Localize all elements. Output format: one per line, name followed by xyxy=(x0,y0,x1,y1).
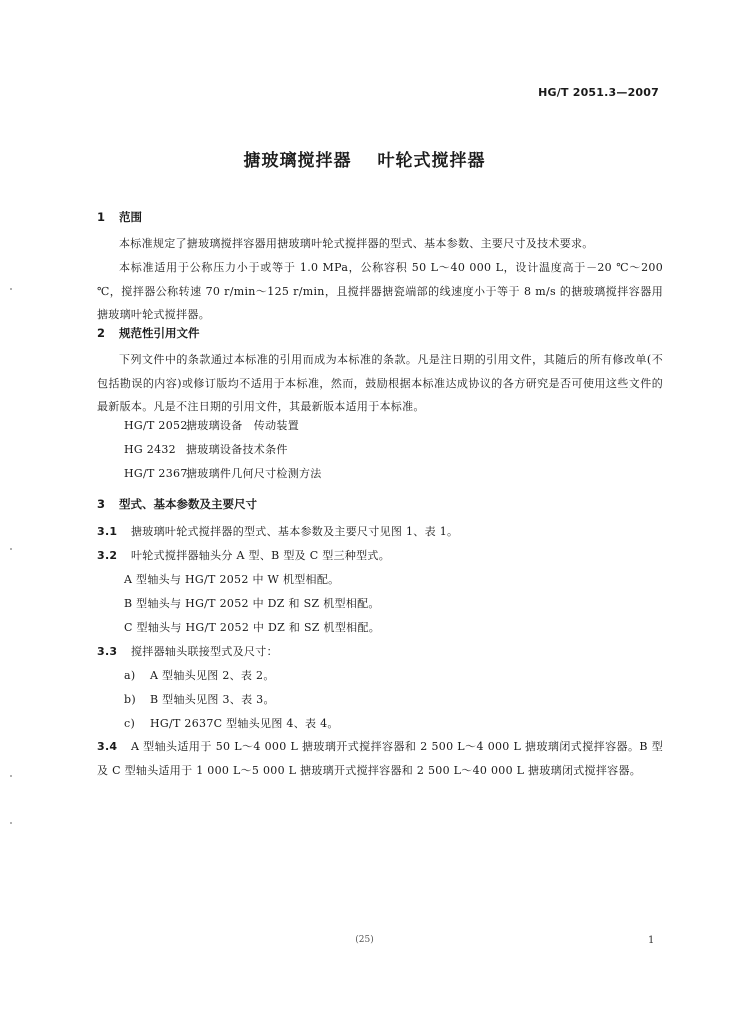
section-1-para-1: 本标准规定了搪玻璃搅拌容器用搪玻璃叶轮式搅拌器的型式、基本参数、主要尺寸及技术要求。 xyxy=(119,237,594,250)
clause-3-3-item: c) HG/T 2637C 型轴头见图 4、表 4。 xyxy=(124,717,339,730)
clause-3-3-item: a) A 型轴头见图 2、表 2。 xyxy=(124,669,275,682)
scan-speck xyxy=(10,288,12,290)
reference-item: HG/T 2052搪玻璃设备 传动装置 xyxy=(124,419,299,432)
scan-speck xyxy=(10,822,12,824)
standard-code: HG/T 2051.3—2007 xyxy=(538,86,659,99)
page-number: 1 xyxy=(648,935,655,946)
clause-3-2-item: C 型轴头与 HG/T 2052 中 DZ 和 SZ 机型相配。 xyxy=(124,621,381,634)
section-1-para-2: 本标准适用于公称压力小于或等于 1.0 MPa，公称容积 50 L～40 000 L，设计温度高于－20 ℃～200 ℃，搅拌器公称转速 70 r/min～125 r/min，且搅拌器搪瓷端部的线速度小于等于 8 m/s 的搪玻璃搅拌容器用搪玻璃叶轮式搅拌器。 xyxy=(97,261,663,321)
title-part-1: 搪玻璃搅拌器 xyxy=(243,151,352,171)
scan-speck xyxy=(10,548,12,550)
section-2-para-1: 下列文件中的条款通过本标准的引用而成为本标准的条款。凡是注日期的引用文件，其随后的所有修改单(不包括勘误的内容)或修订版均不适用于本标准，然而，鼓励根据本标准达成协议的各方研究是否可使用这些文件的最新版本。凡是不注日期的引用文件，其最新版本适用于本标准。 xyxy=(97,353,663,413)
scan-speck xyxy=(10,775,12,777)
section-2-heading: 2 规范性引用文件 xyxy=(97,326,200,340)
clause-3-3: 3.3 搅拌器轴头联接型式及尺寸： xyxy=(97,645,278,658)
section-3-heading: 3 型式、基本参数及主要尺寸 xyxy=(97,497,257,511)
clause-3-3-item: b) B 型轴头见图 3、表 3。 xyxy=(124,693,275,706)
clause-3-2: 3.2 叶轮式搅拌器轴头分 A 型、B 型及 C 型三种型式。 xyxy=(97,549,391,562)
clause-3-1: 3.1 搪玻璃叶轮式搅拌器的型式、基本参数及主要尺寸见图 1、表 1。 xyxy=(97,525,459,538)
reference-item: HG/T 2367搪玻璃件几何尺寸检测方法 xyxy=(124,467,322,480)
document-title xyxy=(0,146,729,171)
clause-3-2-item: B 型轴头与 HG/T 2052 中 DZ 和 SZ 机型相配。 xyxy=(124,597,380,610)
footer-sequence: (25) xyxy=(355,935,374,945)
clause-3-4: 3.4 A 型轴头适用于 50 L～4 000 L 搪玻璃开式搅拌容器和 2 500 L～4 000 L 搪玻璃闭式搅拌容器。B 型及 C 型轴头适用于 1 000 L～5 000 L 搪玻璃开式搅拌容器和 2 500 L～40 000 L 搪玻璃闭式搅拌容器。 xyxy=(97,740,663,777)
title-part-2: 叶轮式搅拌器 xyxy=(377,151,486,171)
section-1-heading: 1 范围 xyxy=(97,210,142,224)
clause-3-2-item: A 型轴头与 HG/T 2052 中 W 机型相配。 xyxy=(124,573,340,586)
reference-item: HG 2432 搪玻璃设备技术条件 xyxy=(124,443,288,456)
